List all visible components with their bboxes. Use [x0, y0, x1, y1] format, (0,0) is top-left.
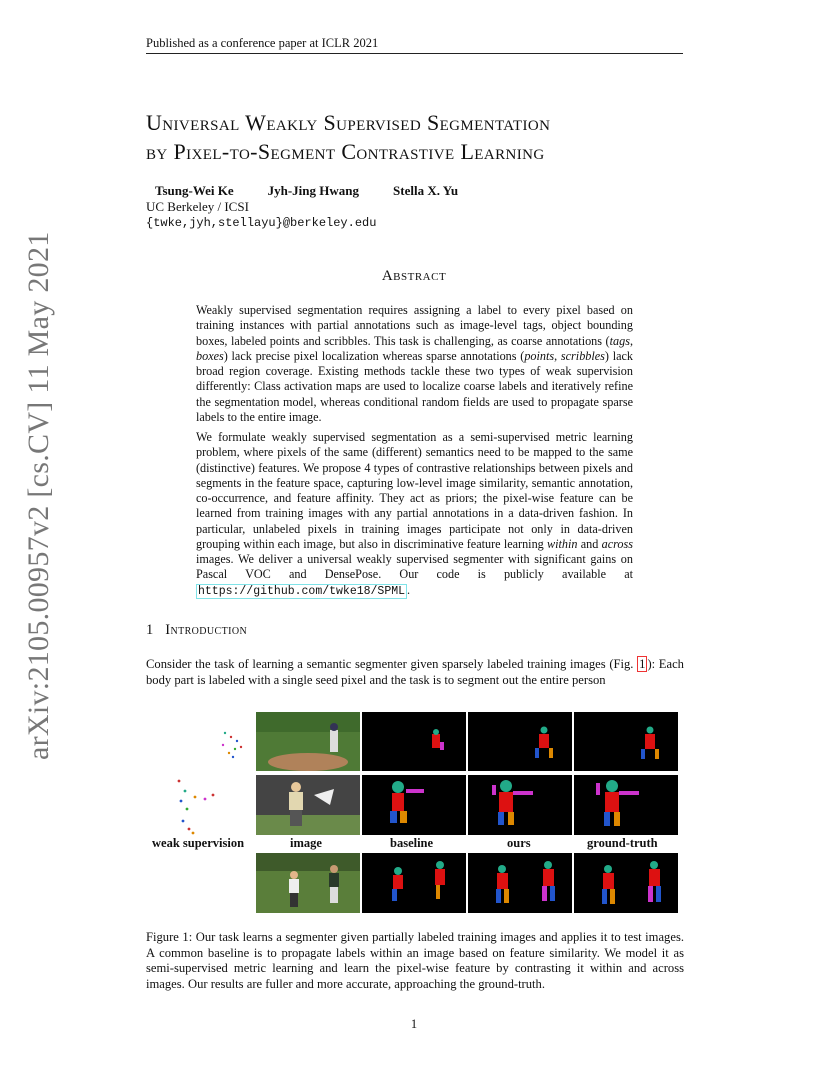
- figure-baseline-row2: [362, 775, 466, 835]
- figure-label-ours: ours: [507, 836, 531, 850]
- figure-image-row3: [256, 853, 360, 913]
- figure-reference-link[interactable]: 1: [639, 657, 646, 671]
- figure-label-weak-supervision: weak supervision: [152, 836, 245, 850]
- author-2: Jyh-Jing Hwang: [267, 183, 360, 198]
- introduction-text: Consider the task of learning a semantic segmenter given sparsely labeled training images (Fig. 1 ): Each body part is labeled with a single seed pixel and the task is to segment out the entire person: [146, 657, 684, 687]
- author-email: {twke,jyh,stellayu}@berkeley.edu: [146, 216, 377, 230]
- figure-ours-row1: [468, 712, 572, 771]
- figure-image-row2: [256, 775, 360, 835]
- author-3: Stella X. Yu: [393, 183, 459, 198]
- figure-ours-row3: [468, 853, 572, 913]
- author-names: [146, 183, 492, 199]
- abstract-body: [196, 303, 633, 604]
- code-link[interactable]: https://github.com/twke18/SPML: [198, 584, 406, 598]
- title-line-2: by Pixel-to-Segment Contrastive Learning: [146, 139, 545, 164]
- abstract-heading: Abstract: [381, 268, 447, 284]
- title-line-1: Universal Weakly Supervised Segmentation: [146, 110, 551, 135]
- section-heading-introduction: [146, 622, 247, 639]
- section-number: 1: [146, 622, 154, 638]
- arxiv-identifier: arXiv:2105.00957v2 [cs.CV] 11 May 2021: [22, 231, 55, 760]
- abstract-paragraph-1: Weakly supervised segmentation requires assigning a label to every pixel based on training instances with partial annotations such as image-level tags, object bounding boxes, labeled points and scribbles. This task is challenging, as coarse annotations (tags, boxes) lack precise pixel localization whereas sparse annotations (points, scribbles) lack broad region coverage. Existing methods tackle these two types of weak supervision differently: Class activation maps are used to localize coarse labels and iteratively refine the segmentation model, whereas conditional random fields are used to propagate sparse labels to the entire image.: [196, 303, 634, 424]
- running-header: Published as a conference paper at ICLR 2021: [146, 36, 379, 50]
- figure-groundtruth-row2: [574, 775, 678, 835]
- paper-title: [146, 108, 550, 166]
- figure-ours-row2: [468, 775, 572, 835]
- figure-1-caption: Figure 1: Our task learns a segmenter given partially labeled training images and applies it to test images. A common baseline is to propagate labels within an image based on feature similarity. We model it as semi-supervised metric learning and learn the pixel-wise feature by contrasting it within and across images. Our results are fuller and more accurate, approaching the ground-truth.: [146, 930, 684, 991]
- weak-supervision-dots: [165, 725, 255, 840]
- page-number: 1: [410, 1017, 418, 1031]
- figure-label-image: image: [290, 836, 322, 850]
- figure-label-ground-truth: ground-truth: [587, 836, 658, 850]
- figure-image-row1: [256, 712, 360, 771]
- author-1: Tsung-Wei Ke: [155, 183, 234, 198]
- figure-groundtruth-row1: [574, 712, 678, 771]
- figure-groundtruth-row3: [574, 853, 678, 913]
- figure-baseline-row1: [362, 712, 466, 771]
- affiliation: UC Berkeley / ICSI: [146, 199, 249, 214]
- abstract-paragraph-2: We formulate weakly supervised segmentation as a semi-supervised metric learning problem, where pixels of the same (different) semantics need to be mapped to the same (distinctive) features. We propose 4 types of contrastive relationships between pixels and segments in the feature space, capturing low-level image similarity, semantic annotation, co-occurrence, and feature affinity. They act as priors; the pixel-wise feature can be learned from training images with any partial annotations in a data-driven fashion. In particular, unlabeled pixels in training images participate not only in data-driven grouping within each image, but also in discriminative feature learning within and across images. We deliver a universal weakly supervised segmenter with significant gains on Pascal VOC and DensePose. Our code is publicly available at https://github.com/twke18/SPML .: [196, 430, 633, 598]
- section-title: Introduction: [165, 622, 248, 638]
- figure-baseline-row3: [362, 853, 466, 913]
- figure-label-baseline: baseline: [390, 836, 434, 850]
- author-block: [146, 183, 492, 231]
- header-rule: [146, 53, 683, 54]
